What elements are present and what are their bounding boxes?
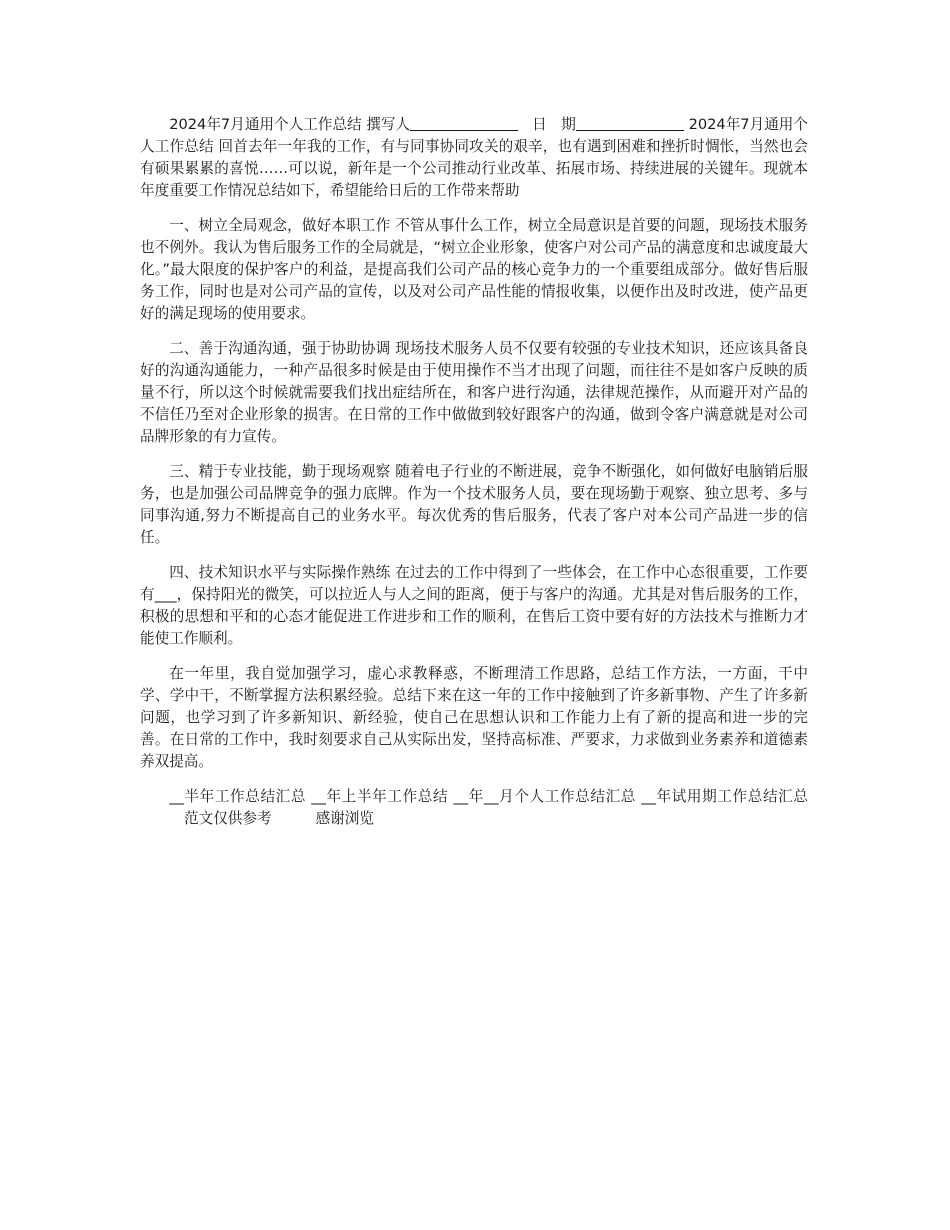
intro-paragraph — [140, 114, 808, 202]
footer-note-thanks: 感谢浏览 — [315, 810, 374, 827]
footer-note-reference: 范文仅供参考 — [184, 810, 272, 827]
author-blank — [410, 114, 518, 131]
section-four-paragraph: 四、技术知识水平与实际操作熟练 在过去的工作中得到了一些体会，在工作中心态很重要，工作要有___，保持阳光的微笑，可以拉近人与人之间的距离，便于与客户的沟通。尤其是对售后服务的工作，积极的思想和平和的心态才能促进工作进步和工作的顺利，在售后工资中要有好的方法技术与推断力才能使工作顺利。 — [140, 564, 808, 647]
footer-link-half-year[interactable]: __半年工作总结汇总 — [169, 788, 307, 805]
date-label: 日 期 — [532, 116, 576, 133]
footer-paragraph — [140, 786, 808, 830]
document-title: 2024年7月通用个人工作总结 — [169, 116, 362, 133]
section-three-paragraph: 三、精于专业技能，勤于现场观察 随着电子行业的不断进展，竞争不断强化，如何做好电脑销后服务，也是加强公司品牌竞争的强力底牌。作为一个技术服务人员，要在现场勤于观察、独立思考、多与同事沟通,努力不断提高自己的业务水平。每次优秀的售后服务，代表了客户对本公司产品进一步的信任。 — [140, 463, 808, 546]
intro-text: 2024年7月通用个人工作总结 回首去年一年我的工作，有与同事协同攻关的艰辛，也有遇到困难和挫折时惆怅，当然也会有硕果累累的喜悦……可以说，新年是一个公司推动行业改革、拓展市场、持续进展的关键年。现就本年度重要工作情况总结如下，希望能给日后的工作带来帮助 — [140, 116, 808, 199]
section-one-paragraph: 一、树立全局观念，做好本职工作 不管从事什么工作，树立全局意识是首要的问题，现场技术服务也不例外。我认为售后服务工作的全局就是，“树立企业形象，使客户对公司产品的满意度和忠诚度最大化。”最大限度的保护客户的利益，是提高我们公司产品的核心竞争力的一个重要组成部分。做好售后服务工作，同时也是对公司产品的宣传，以及对公司产品性能的情报收集，以便作出及时改进，使产品更好的满足现场的使用要求。 — [140, 217, 808, 322]
footer-link-monthly[interactable]: __年__月个人工作总结汇总 — [453, 788, 637, 805]
author-label: 撰写人 — [366, 116, 411, 133]
document-page — [140, 114, 808, 843]
section-two-paragraph: 二、善于沟通沟通，强于协助协调 现场技术服务人员不仅要有较强的专业技术知识，还应该具备良好的沟通沟通能力，一种产品很多时候是由于使用操作不当才出现了问题，而往往不是如客户反映的质量不行，所以这个时候就需要我们找出症结所在，和客户进行沟通，法律规范操作，从而避开对产品的不信任乃至对企业形象的损害。在日常的工作中做做到较好跟客户的沟通，做到令客户满意就是对公司品牌形象的有力宣传。 — [140, 340, 808, 445]
footer-link-first-half[interactable]: __年上半年工作总结 — [311, 788, 449, 805]
summary-paragraph: 在一年里，我自觉加强学习，虚心求教释惑，不断理清工作思路，总结工作方法，一方面，干中学、学中干，不断掌握方法积累经验。总结下来在这一年的工作中接触到了许多新事物、产生了许多新问题，也学习到了许多新知识、新经验，使自己在思想认识和工作能力上有了新的提高和进一步的完善。在日常的工作中，我时刻要求自己从实际出发，坚持高标准、严要求，力求做到业务素养和道德素养双提高。 — [140, 665, 808, 770]
footer-link-probation[interactable]: __年试用期工作总结汇总 — [641, 788, 808, 805]
date-blank — [576, 114, 684, 131]
